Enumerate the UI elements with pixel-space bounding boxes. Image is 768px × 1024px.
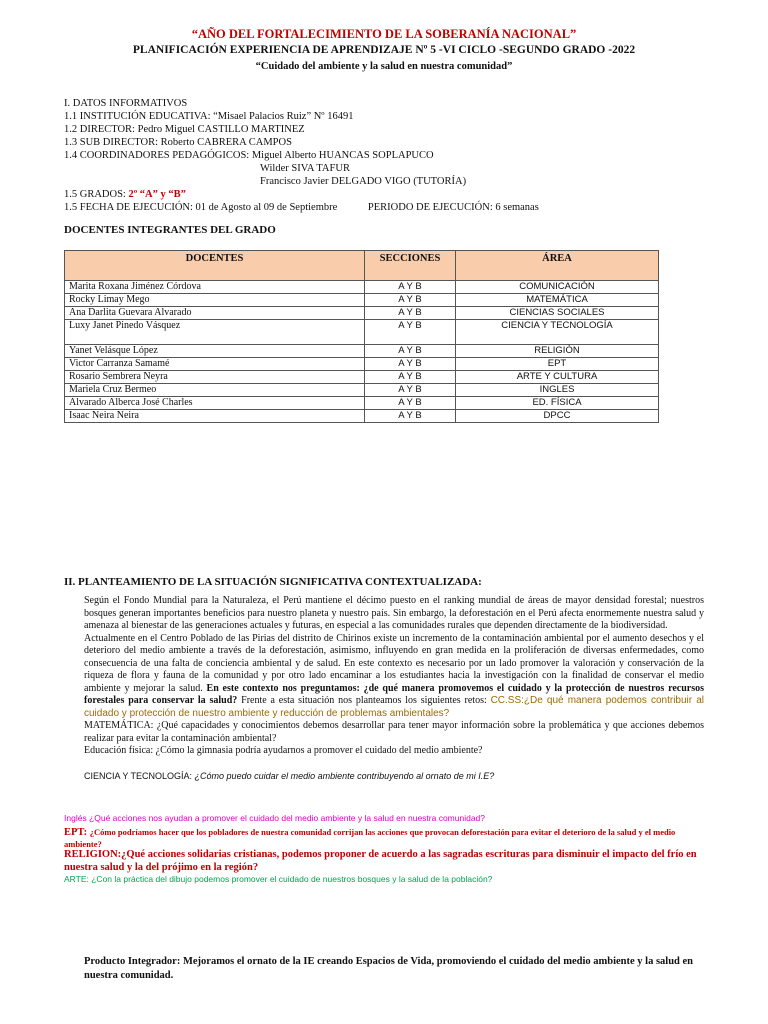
teacher-sections: A Y B xyxy=(365,371,456,384)
info-coordinators: 1.4 COORDINADORES PEDAGÓGICOS: Miguel Alberto HUANCAS SOPLAPUCO xyxy=(64,150,434,161)
situation-body xyxy=(84,595,704,782)
teacher-name: Marita Roxana Jiménez Córdova xyxy=(65,281,365,294)
ccss-challenge: CC.SS:¿De qué manera podemos contribuir al cuidado y protección de nuestro ambiente y reducción de problemas ambientales? xyxy=(84,695,705,719)
situation-heading: II. PLANTEAMIENTO DE LA SITUACIÓN SIGNIFICATIVA CONTEXTUALIZADA: xyxy=(64,576,482,588)
teacher-name: Mariela Cruz Bermeo xyxy=(65,384,365,397)
table-row xyxy=(65,384,659,397)
math-challenge: MATEMÁTICA: ¿Qué capacidades y conocimientos debemos desarrollar para tener mayor información sobre la problemática y que acciones debemos realizar para evitar la contaminación ambiental? xyxy=(84,720,704,744)
religion-challenge: RELIGION:¿Qué acciones solidarias cristianas, podemos proponer de acuerdo a las sagradas escrituras para disminuir el impacto del frío en nuestra salud y la del prójimo en la región? xyxy=(64,849,697,873)
teacher-name: Yanet Velásque López xyxy=(65,345,365,358)
teacher-sections: A Y B xyxy=(365,410,456,423)
table-row xyxy=(65,358,659,371)
teachers-table xyxy=(64,250,659,423)
info-date: 1.5 FECHA DE EJECUCIÓN: 01 de Agosto al 09 de Septiembre xyxy=(64,202,338,213)
teacher-area: ARTE Y CULTURA xyxy=(456,371,659,384)
teacher-name: Ana Darlita Guevara Alvarado xyxy=(65,307,365,320)
teacher-sections: A Y B xyxy=(365,384,456,397)
integrating-product: Producto Integrador: Mejoramos el ornato de la IE creando Espacios de Vida, promoviendo el cuidado del medio ambiente y la salud en nuestra comunidad. xyxy=(84,956,694,981)
teacher-sections: A Y B xyxy=(365,307,456,320)
paragraph-2-end: Frente a esta situación nos planteamos los siguientes retos: xyxy=(237,695,491,706)
teacher-name: Victor Carranza Samamé xyxy=(65,358,365,371)
teacher-name: Rosario Sembrera Neyra xyxy=(65,371,365,384)
teacher-sections: A Y B xyxy=(365,320,456,345)
info-coordinator-2: Wilder SIVA TAFUR xyxy=(260,163,350,174)
ept-text: ¿Cómo podríamos hacer que los pobladores de nuestra comunidad corrijan las acciones que provocan deforestación para evitar el deterioro de la salud y el medio ambiente? xyxy=(64,827,676,849)
table-row xyxy=(65,294,659,307)
table-row xyxy=(65,345,659,358)
english-challenge: Inglés ¿Qué acciones nos ayudan a promover el cuidado del medio ambiente y la salud en nuestra comunidad? xyxy=(64,813,486,823)
teacher-area: DPCC xyxy=(456,410,659,423)
table-row xyxy=(65,371,659,384)
table-row xyxy=(65,307,659,320)
area-challenges xyxy=(64,813,709,885)
info-period: PERIODO DE EJECUCIÓN: 6 semanas xyxy=(367,202,539,213)
teacher-area: COMUNICACIÓN xyxy=(456,281,659,294)
situation-paragraph-1: Según el Fondo Mundial para la Naturaleza, el Perú mantiene el décimo puesto en el ranking mundial de áreas de mayor densidad forestal; nuestros bosques generan importantes beneficios para nuestro planeta y nuestro país. Sin embargo, la deforestación en el Perú afecta enormemente nuestra salud y amenaza al bienestar de las generaciones actuales y futuras, en especial a las comunidades rurales que dependen directamente de la biodiversidad. xyxy=(84,595,704,631)
plan-subtitle: “Cuidado del ambiente y la salud en nuestra comunidad” xyxy=(255,61,513,72)
teacher-name: Rocky Limay Mego xyxy=(65,294,365,307)
teacher-area: ED. FÍSICA xyxy=(456,397,659,410)
teachers-heading: DOCENTES INTEGRANTES DEL GRADO xyxy=(64,224,276,236)
cyt-challenge xyxy=(84,770,704,783)
ept-label: EPT: xyxy=(64,827,90,838)
art-challenge: ARTE: ¿Con la práctica del dibujo podemos promover el cuidado de nuestros bosques y la salud de la población? xyxy=(64,874,493,884)
grades-value: 2º “A” y “B” xyxy=(128,189,186,200)
table-row xyxy=(65,320,659,345)
cyt-question: ¿Cómo puedo cuidar el medio ambiente contribuyendo al ornato de mi I.E? xyxy=(194,770,495,781)
year-title: “AÑO DEL FORTALECIMIENTO DE LA SOBERANÍA NACIONAL” xyxy=(191,27,577,41)
grades-label: 1.5 GRADOS: xyxy=(64,189,129,200)
info-subdirector: 1.3 SUB DIRECTOR: Roberto CABRERA CAMPOS xyxy=(64,137,292,148)
info-section xyxy=(64,97,539,214)
teacher-sections: A Y B xyxy=(365,358,456,371)
info-date-row xyxy=(64,201,539,214)
column-header-sections: SECCIONES xyxy=(365,251,456,281)
table-row xyxy=(65,410,659,423)
info-director: 1.2 DIRECTOR: Pedro Miguel CASTILLO MARTINEZ xyxy=(64,124,305,135)
cyt-label: CIENCIA Y TECNOLOGÍA: xyxy=(84,770,195,781)
table-row xyxy=(65,397,659,410)
paragraph-2-text: Actualmente en el Centro Poblado de las Pirias del distrito de Chirinos existe un incremento de la contaminación ambiental por el aumento desechos y el deterioro del medio ambiente a través de la deforestación, asimismo, influyendo en gran medida en la proliferación de diversas enfermedades, como consecuencia de una falta de conciencia ambiental y de salud. En este contexto es necesario por un lado promover la valoración y conservación de la riqueza de flora y fauna de la comunidad y por otro lado encaminar a los estudiantes hacia la investigación con la finalidad de conservar el medio ambiente y mejorar la salud. xyxy=(84,632,704,694)
info-coordinator-3: Francisco Javier DELGADO VIGO (TUTORÍA) xyxy=(260,176,467,187)
column-header-area: ÁREA xyxy=(456,251,659,281)
paragraph-2-question: En este contexto nos preguntamos: ¿de qué manera promovemos el cuidado y la protección de nuestros recursos forestales para conservar la salud? xyxy=(84,682,704,706)
situation-paragraph-2 xyxy=(84,633,704,721)
info-heading: I. DATOS INFORMATIVOS xyxy=(64,98,188,109)
pe-challenge: Educación física: ¿Cómo la gimnasia podría ayudarnos a promover el cuidado del medio ambiente? xyxy=(84,745,483,756)
info-institution: 1.1 INSTITUCIÓN EDUCATIVA: “Misael Palacios Ruiz” Nº 16491 xyxy=(64,111,354,122)
teacher-area: RELIGIÓN xyxy=(456,345,659,358)
info-grades xyxy=(64,188,539,201)
plan-title: PLANIFICACIÓN EXPERIENCIA DE APRENDIZAJE Nº 5 -VI CICLO -SEGUNDO GRADO -2022 xyxy=(132,44,636,56)
teacher-area: INGLES xyxy=(456,384,659,397)
teacher-sections: A Y B xyxy=(365,281,456,294)
teacher-name: Alvarado Alberca José Charles xyxy=(65,397,365,410)
column-header-teachers: DOCENTES xyxy=(65,251,365,281)
table-header-row xyxy=(65,251,659,281)
teacher-area: CIENCIAS SOCIALES xyxy=(456,307,659,320)
teacher-name: Luxy Janet Pinedo Vásquez xyxy=(65,320,365,345)
table-row xyxy=(65,281,659,294)
teacher-name: Isaac Neira Neira xyxy=(65,410,365,423)
ept-challenge xyxy=(64,827,709,849)
teacher-area: EPT xyxy=(456,358,659,371)
teacher-area: CIENCIA Y TECNOLOGÍA xyxy=(456,320,659,345)
teacher-area: MATEMÁTICA xyxy=(456,294,659,307)
teacher-sections: A Y B xyxy=(365,294,456,307)
teacher-sections: A Y B xyxy=(365,397,456,410)
teacher-sections: A Y B xyxy=(365,345,456,358)
